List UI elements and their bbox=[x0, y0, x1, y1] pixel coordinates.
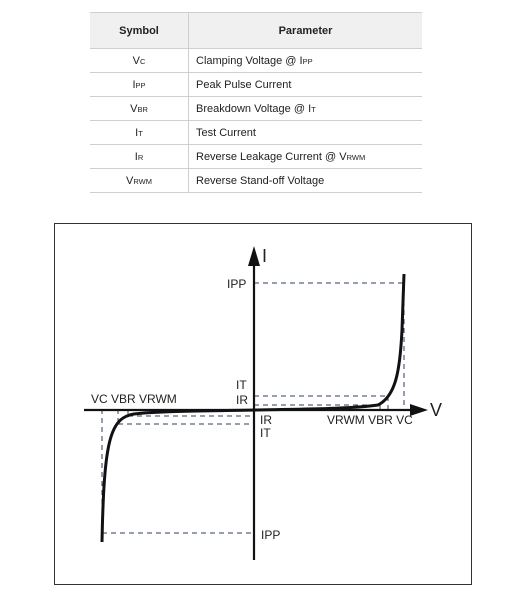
symbol-subscript: C bbox=[139, 56, 146, 66]
left-voltage-labels: VC VBR VRWM bbox=[91, 392, 177, 406]
symbol-main: I bbox=[132, 78, 136, 91]
it-bottom-label: IT bbox=[260, 426, 271, 440]
right-voltage-labels: VRWM VBR VC bbox=[327, 413, 413, 427]
ipp-bottom-label: IPP bbox=[261, 528, 281, 542]
symbol-subscript: RWM bbox=[133, 176, 152, 186]
parameter-text: Reverse Stand-off Voltage bbox=[196, 174, 325, 187]
symbol-subscript: T bbox=[138, 128, 143, 138]
it-top-label: IT bbox=[236, 378, 247, 392]
symbol-subscript: BR bbox=[137, 104, 148, 114]
parameter-text: Peak Pulse Current bbox=[196, 78, 292, 91]
ipp-top-label: IPP bbox=[227, 277, 247, 291]
symbol-main: V bbox=[132, 54, 140, 67]
parameter-text: Clamping Voltage @ I bbox=[196, 54, 303, 67]
ir-top-label: IR bbox=[236, 393, 248, 407]
symbol-main: V bbox=[126, 174, 134, 187]
symbol-main: I bbox=[134, 150, 138, 163]
symbol-subscript: R bbox=[137, 152, 144, 162]
symbol-column-header: Symbol bbox=[90, 13, 189, 49]
current-axis-label: I bbox=[262, 246, 268, 266]
parameter-subscript: T bbox=[311, 104, 316, 114]
parameter-text: Breakdown Voltage @ I bbox=[196, 102, 312, 115]
parameter-subscript: RWM bbox=[346, 152, 366, 162]
parameter-text: Reverse Leakage Current @ V bbox=[196, 150, 347, 163]
current-axis-arrowhead bbox=[248, 246, 260, 266]
parameter-text: Test Current bbox=[196, 126, 256, 139]
voltage-axis-label: V bbox=[430, 400, 443, 420]
symbol-main: I bbox=[135, 126, 139, 139]
symbol-subscript: PP bbox=[135, 80, 146, 90]
ir-bottom-label: IR bbox=[260, 413, 272, 427]
parameter-subscript: PP bbox=[302, 56, 313, 66]
symbol-main: V bbox=[130, 102, 138, 115]
parameter-column-header: Parameter bbox=[189, 13, 423, 49]
